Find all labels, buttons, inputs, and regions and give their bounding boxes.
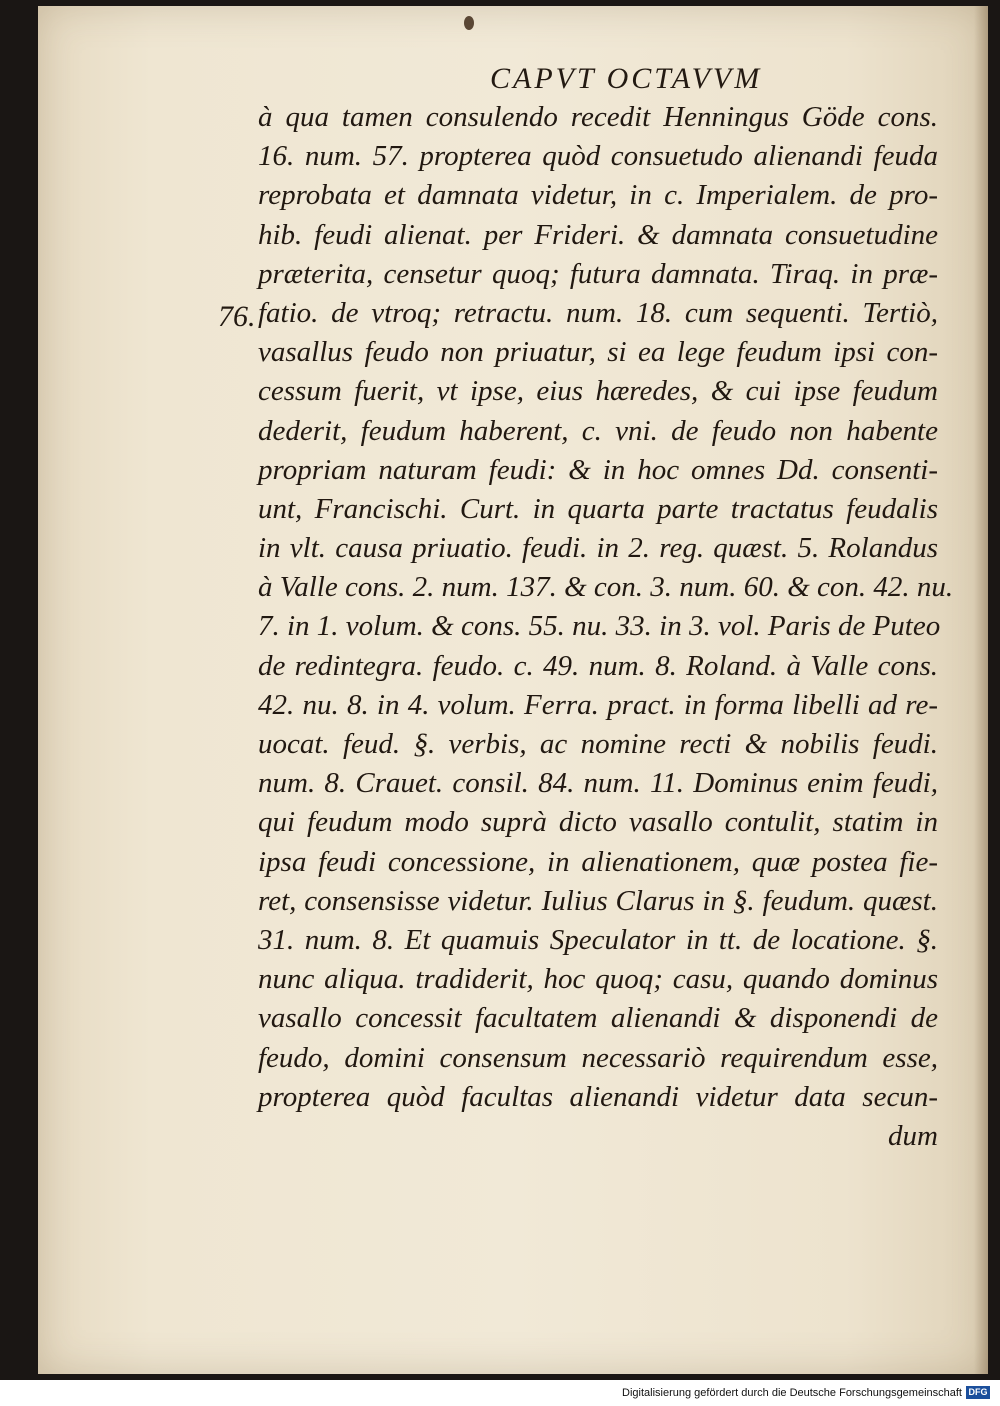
text-line: qui feudum modo suprà dicto vasallo contulit, statim in (258, 806, 938, 839)
text-line: 31. num. 8. Et quamuis Speculator in tt. de locatione. §. (258, 923, 938, 956)
text-line: fatio. de vtroq; retractu. num. 18. cum sequenti. Tertiò, (258, 296, 938, 329)
margin-note: 76. (218, 300, 256, 333)
text-line: cessum fuerit, vt ipse, eius hæredes, & cui ipse feudum (258, 375, 938, 408)
text-line: propterea quòd facultas alienandi videtur data secun- (258, 1080, 938, 1113)
text-line: à Valle cons. 2. num. 137. & con. 3. num. 60. & con. 42. nu. (258, 571, 954, 604)
body-text (258, 98, 954, 1156)
dfg-logo: DFG (966, 1386, 990, 1399)
text-line: reprobata et damnata videtur, in c. Imperialem. de pro- (258, 179, 938, 212)
page-edge-shadow (974, 6, 988, 1374)
text-line: ret, consensisse videtur. Iulius Clarus in §. feudum. quæst. (258, 884, 938, 917)
running-head: CAPVT OCTAVVM (490, 62, 763, 95)
footer-bar (0, 1380, 1000, 1406)
funding-credit: Digitalisierung gefördert durch die Deutsche Forschungsgemeinschaft (622, 1387, 962, 1399)
text-line: nunc aliqua. tradiderit, hoc quoq; casu, quando dominus (258, 963, 938, 996)
text-line: uocat. feud. §. verbis, ac nomine recti & nobilis feudi. (258, 728, 938, 760)
text-line: 7. in 1. volum. & cons. 55. nu. 33. in 3. vol. Paris de Puteo (258, 610, 941, 643)
text-line: à qua tamen consulendo recedit Henningus Göde cons. (258, 101, 938, 133)
text-line: præterita, censetur quoq; futura damnata. Tiraq. in præ- (258, 257, 938, 290)
text-line: in vlt. causa priuatio. feudi. in 2. reg. quæst. 5. Rolandus (258, 532, 938, 565)
text-line: unt, Francischi. Curt. in quarta parte tractatus feudalis (258, 492, 938, 525)
text-line: 42. nu. 8. in 4. volum. Ferra. pract. in forma libelli ad re- (258, 688, 938, 721)
text-line: propriam naturam feudi: & in hoc omnes Dd. consenti- (258, 453, 938, 486)
text-line: feudo, domini consensum necessariò requirendum esse, (258, 1041, 938, 1074)
text-line: num. 8. Crauet. consil. 84. num. 11. Dominus enim feudi, (258, 767, 938, 800)
text-line: dum (888, 1119, 938, 1152)
text-line: ipsa feudi concessione, in alienationem, quæ postea fie- (258, 845, 938, 878)
text-line: vasallus feudo non priuatur, si ea lege feudum ipsi con- (258, 336, 938, 369)
text-line: de redintegra. feudo. c. 49. num. 8. Roland. à Valle cons. (258, 649, 938, 682)
printer-ornament-icon (464, 16, 474, 30)
text-line: dederit, feudum haberent, c. vni. de feudo non habente (258, 414, 938, 447)
text-line: vasallo concessit facultatem alienandi & disponendi de (258, 1002, 938, 1035)
text-line: 16. num. 57. propterea quòd consuetudo alienandi feuda (258, 140, 938, 173)
text-line: hib. feudi alienat. per Frideri. & damnata consuetudine (258, 218, 938, 251)
